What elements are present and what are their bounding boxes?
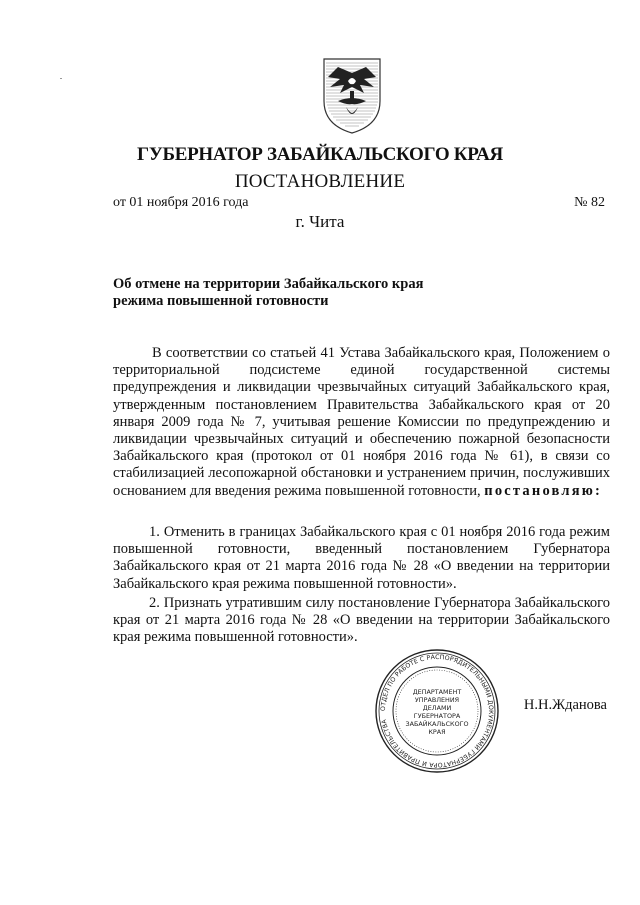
item-2-paragraph: 2. Признать утратившим силу постановление Губернатора Забайкальского края от 21 марта 2016 года № 28 «О введении на территории Забайкальского края режима повышенной готовности». [113,595,610,646]
scan-speck [60,78,62,79]
seal-ring-text: ОТДЕЛ ПО РАБОТЕ С РАСПОРЯДИТЕЛЬНЫМИ ДОКУМЕНТАМИ ГУБЕРНАТОРА И ПРАВИТЕЛЬСТВА [379,653,495,769]
coat-of-arms-icon [318,55,386,135]
official-seal-icon [374,648,500,774]
seal-line-3: ДЕЛАМИ [422,704,452,712]
title-line-2: режима повышенной готовности [113,293,329,309]
document-type: ПОСТАНОВЛЕНИЕ [234,171,406,192]
preamble-paragraph [113,345,610,500]
seal-line-6: КРАЯ [428,728,446,736]
seal-line-4: ГУБЕРНАТОРА [413,712,461,720]
preamble-text: В соответствии со статьей 41 Устава Забайкальского края, Положением о территориальной подсистеме единой государственной системы предупреждения и ликвидации чрезвычайных ситуаций Забайкальского края, утвержденным постановлением Правительства Забайкальского края от 20 января 2009 года № 7, учитывая решение Комиссии по предупреждению и ликвидации чрезвычайных ситуаций и обеспечению пожарной безопасности Забайкальского края (протокол от 01 ноября 2016 года № 61), в связи со стабилизацией лесопожарной обстановки и устранением причин, послуживших основанием для введения режима повышенной готовности, [113,345,610,499]
signer-name: Н.Н.Жданова [523,697,607,713]
seal-line-1: ДЕПАРТАМЕНТ [412,688,462,696]
resolve-word: постановляю: [484,482,603,499]
seal-line-5: ЗАБАЙКАЛЬСКОГО [405,720,469,728]
issuing-authority: ГУБЕРНАТОР ЗАБАЙКАЛЬСКОГО КРАЯ [137,144,503,165]
seal-line-2: УПРАВЛЕНИЯ [414,696,460,704]
title-line-1: Об отмене на территории Забайкальского края [113,276,424,292]
document-city: г. Чита [295,212,345,231]
document-date: от 01 ноября 2016 года [113,195,249,210]
document-title [113,276,533,310]
item-1-paragraph: 1. Отменить в границах Забайкальского края с 01 ноября 2016 года режим повышенной готовности, введенный постановлением Губернатора Забайкальского края от 21 марта 2016 года № 28 «О введении на территории Забайкальского края режима повышенной готовности». [113,524,610,592]
document-number: № 82 [574,195,605,210]
